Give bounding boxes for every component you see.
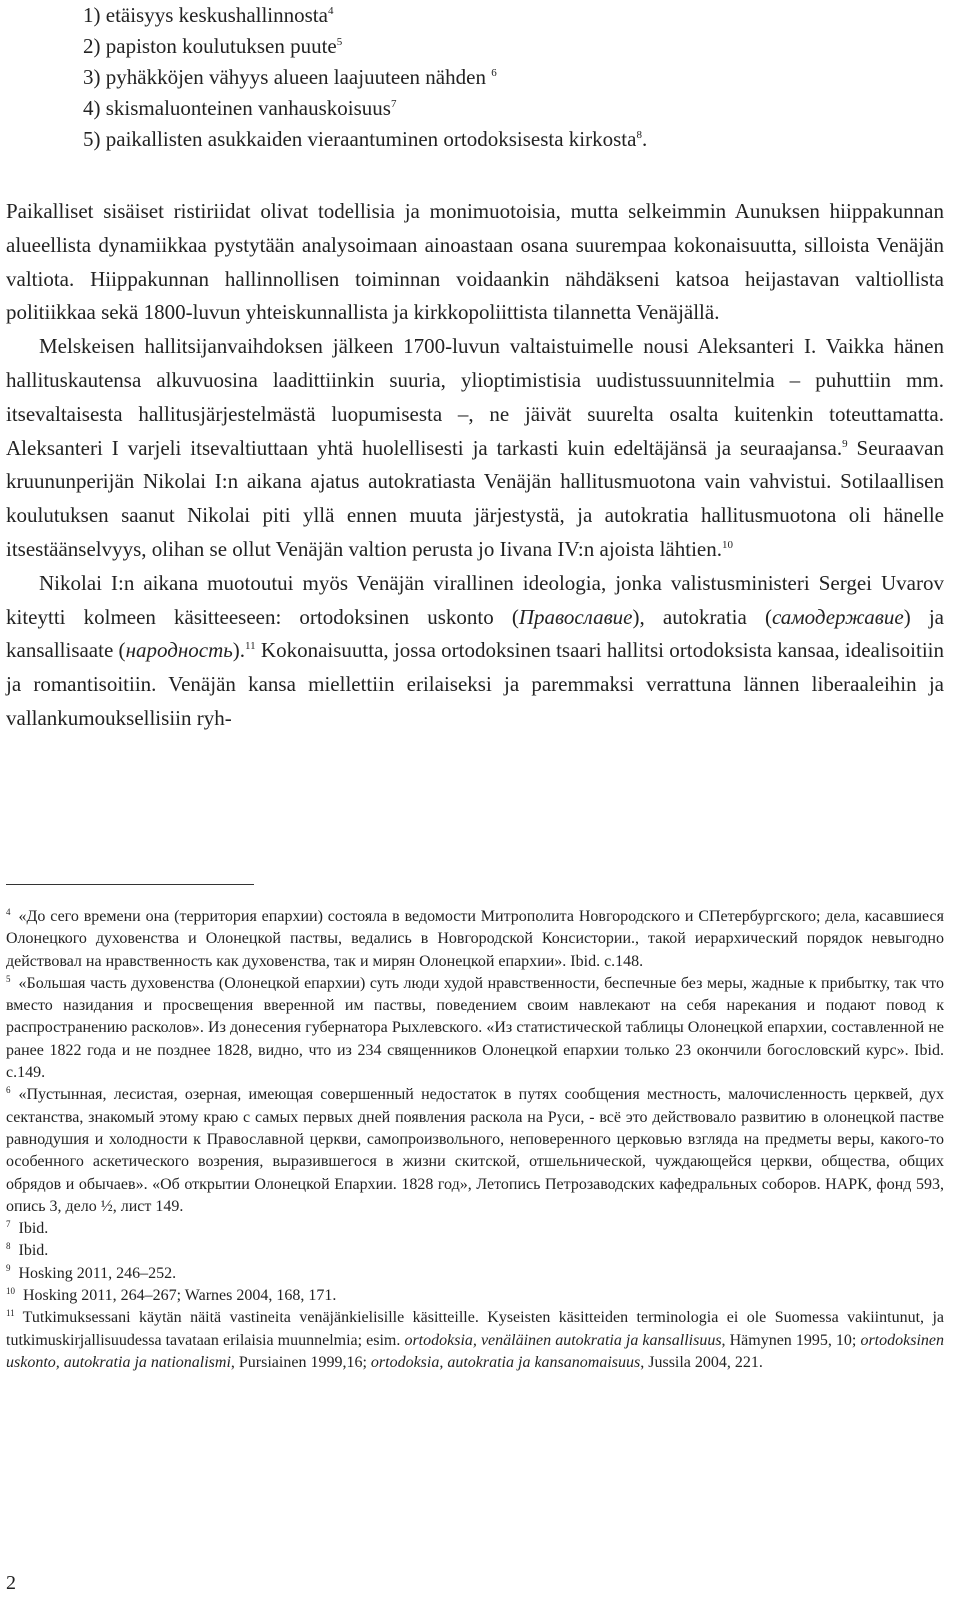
footnote: $^{11}$ Tutkimuksessani käytän näitä vastineita venäjänkielisille käsitteille. Kyseisten käsitteiden terminologia ei ole Suomessa vakiintunut, ja tutkimuskirjallisuudessa tavataan erilaisia muunnelmia; esim. ortodoksia, venäläinen autokratia ja kansallisuus, Hämynen 1995, 10; ortodoksinen uskonto, autokratia ja nationalismi, Pursiainen 1999,16; ortodoksia, autokratia ja kansanomaisuus, Jussila 2004, 221.: [6, 1308, 944, 1371]
russian-term: самодержавие: [771, 604, 904, 629]
footnote: $^6$ «Пустынная, лесистая, озерная, имеющая совершенный недостаток в путях сообщения местность, малочисленность церквей, дух сектанства, знакомый этому краю с самых первых дней появления раскола на Руси, - всё это действовало развитию в олонецкой пастве равнодушия и холодности к Православной церкви, самопроизвольного, неповеренного церковью взгляда на предметы веры, какого-то особенного аскетического возрения, выразившегося в жизни скитской, отшельнической, чуждающейся церкви, общества, общих обрядов и обычаев». «Об открытии Олонецкой Епархии. 1828 год», Летопись Петрозаводских кафедральных соборов. НАРК, фонд 593, опись 3, дело ½, лист 149.: [6, 1085, 944, 1215]
page-number: 2: [6, 1572, 16, 1594]
footnote: $^7$ Ibid.: [6, 1218, 49, 1238]
footnote-ref[interactable]: 7: [390, 98, 397, 110]
footnote-ref[interactable]: 8: [636, 129, 642, 141]
footnote: $^5$ «Большая часть духовенства (Олонецкой епархии) суть люди худой нравственности, беспечные без меры, жадные к прибытку, так что вместо назидания и просвещения вверенной им паствы, поведением своим навлекают на себя нарекания и подают повод к распространению расколов». Из донесения губернатора Рыхлевского. «Из статистической таблицы Олонецкой епархии, составленной не ранее 1822 года и не позднее 1828, видно, что из 234 священников Олонецкой епархии только 23 окончили богословский курс». Ibid. с.149.: [6, 973, 944, 1082]
footnote-number: 6: [6, 1085, 11, 1096]
footnote-number: 5: [6, 973, 11, 984]
footnote-ref[interactable]: 4: [327, 5, 334, 17]
body-text: [6, 195, 944, 736]
footnote-ref[interactable]: 5: [336, 36, 343, 48]
russian-term: народность: [125, 638, 233, 663]
list-item: 2) papiston koulutuksen puute$^5$: [83, 34, 343, 58]
footnote-ref[interactable]: 10: [721, 538, 733, 551]
list-item: 1) etäisyys keskushallinnosta$^4$: [83, 3, 334, 27]
footnote-ref[interactable]: 9: [842, 437, 848, 450]
problem-list: [83, 0, 943, 155]
list-item: 3) pyhäkköjen vähyys alueen laajuuteen nähden $^6$: [83, 65, 497, 89]
footnote: $^{10}$ Hosking 2011, 264–267; Warnes 2004, 168, 171.: [6, 1285, 337, 1305]
footnote-separator: [6, 884, 254, 885]
paragraph: Melskeisen hallitsijanvaihdoksen jälkeen 1700-luvun valtaistuimelle nousi Aleksanteri I. Vaikka hänen hallituskautensa alkuvuosina laadittiinkin suuria, ylioptimistisia uudistussuunnitelmia – puhuttiin mm. itsevaltaisesta hallitusjärjestelmästä luopumisesta –, ne jäivät suurelta osalta kuitenkin toteuttamatta. Aleksanteri I varjeli itsevaltiuttaan yhtä huolellisesti ja tarkasti kuin edeltäjänsä ja seuraajansa.$^9$ Seuraavan kruununperijän Nikolai I:n aikana ajatus autokratiasta Venäjän hallitusmuotona vain vahvistui. Sotilaallisen koulutuksen saanut Nikolai piti yllä ennen muuta järjestystä, ja autokratia hallitusmuotona oli hänelle itsestäänselvyys, olihan se ollut Venäjän valtion perusta jo Iivana IV:n ajoista lähtien.$^{10}$: [6, 334, 944, 561]
paragraph: Nikolai I:n aikana muotoutui myös Venäjän virallinen ideologia, jonka valistusministeri Sergei Uvarov kiteytti kolmeen käsitteeseen: ortodoksinen uskonto (Православие), autokratia (самодержавие) ja kansallisaate (народность).$^{11}$ Kokonaisuutta, jossa ortodoksinen tsaari hallitsi ortodoksista kansaa, idealisoitiin ja romantisoitiin. Venäjän kansa miellettiin erilaiseksi ja paremmaksi verrattuna lännen liberaaleihin ja vallankumouksellisiin ryh-: [6, 570, 945, 730]
footnote-number: 9: [6, 1263, 11, 1274]
paragraph: Paikalliset sisäiset ristiriidat olivat todellisia ja monimuotoisia, mutta selkeimmin Aunuksen hiippakunnan alueellista dynamiikkaa pystytään analysoimaan ainoastaan osana suurempaa kokonaisuutta, silloista Venäjän valtiota. Hiippakunnan hallinnollisen toiminnan voidaankin nähdäkseni katsoa heijastavan valtiollista politiikkaa sekä 1800-luvun yhteiskunnallista ja kirkkopoliittista tilannetta Venäjällä.: [6, 199, 944, 325]
footnote-ref[interactable]: 11: [245, 640, 256, 653]
footnote-number: 10: [6, 1285, 15, 1296]
footnote-number: 7: [6, 1218, 11, 1229]
list-item: 4) skismaluonteinen vanhauskoisuus$^7$: [83, 96, 397, 120]
footnote-ref[interactable]: 6: [491, 67, 497, 79]
footnote: $^8$ Ibid.: [6, 1241, 49, 1260]
footnote: $^9$ Hosking 2011, 246–252.: [6, 1263, 177, 1282]
footnote-number: 4: [6, 906, 11, 917]
footnote: $^4$ «До сего времени она (территория епархии) состояла в ведомости Митрополита Новгородского и СПетербургского; дела, касавшиеся Олонецкого духовенства и Олонецкой паствы, ведались в Новгородской Консистории., такой иерархический порядок невыгодно действовал на нравственность как духовенства, так и мирян Олонецкой епархии». Ibid. с.148.: [6, 906, 944, 970]
footnote-number: 11: [6, 1308, 15, 1319]
footnote-number: 8: [6, 1241, 11, 1252]
russian-term: Православие: [518, 604, 633, 629]
list-item: 5) paikallisten asukkaiden vieraantuminen ortodoksisesta kirkosta$^8$.: [83, 127, 648, 151]
footnotes: [6, 906, 944, 1374]
